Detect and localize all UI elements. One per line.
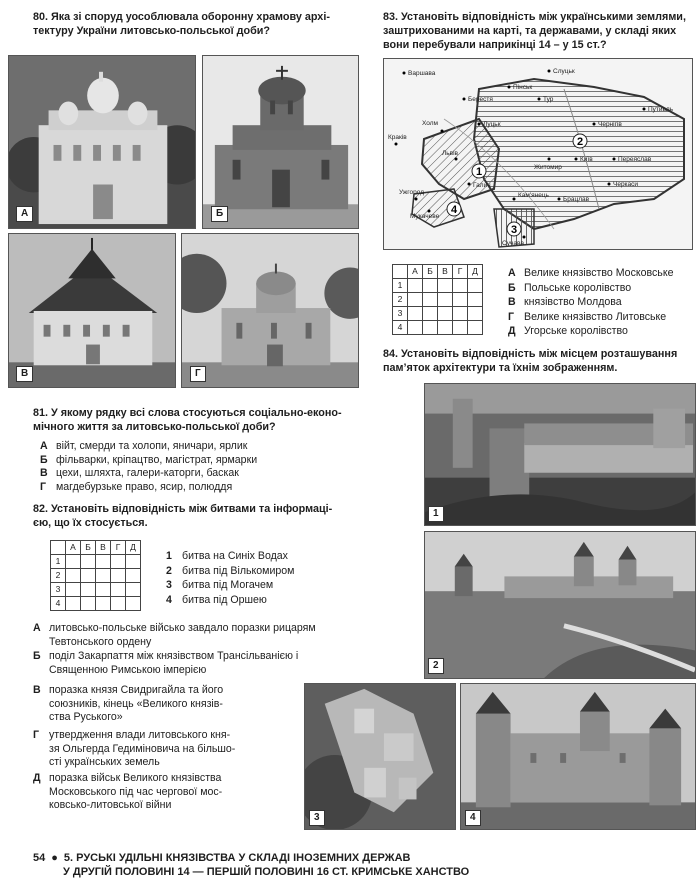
footer-line-1: 5. РУСЬКІ УДІЛЬНІ КНЯЗІВСТВА У СКЛАДІ ІНОЗЕМНИХ ДЕРЖАВ xyxy=(63,852,411,864)
answer-cell[interactable] xyxy=(438,321,453,335)
answer-cell[interactable] xyxy=(408,321,423,335)
city-label: Пінськ xyxy=(513,84,533,91)
answer-cell[interactable] xyxy=(438,279,453,293)
city-label: Переяслав xyxy=(618,156,652,163)
photo-v-label: В xyxy=(16,366,33,382)
q82-answer-g: Г утвердження влади литовського кня- зя Ольгерда Гедиміновича на більшо- сті українських земель xyxy=(33,729,236,769)
q81-option-v: В цехи, шляхта, галери-каторги, баскак xyxy=(40,467,239,480)
photo-2-fortress-bridge xyxy=(424,531,696,679)
q82-answer-v: В поразка князя Свидригайла та його союзників, кінець «Великого князів- ства Руського» xyxy=(33,684,224,724)
map-region-2: 2 xyxy=(576,136,584,148)
city-label: Слуцьк xyxy=(553,68,575,75)
answer-cell[interactable] xyxy=(408,279,423,293)
city-label: Чернігів xyxy=(598,121,622,128)
answer-cell[interactable] xyxy=(408,307,423,321)
q83-states xyxy=(508,266,698,339)
photo-b-church xyxy=(202,55,359,229)
photo-3-castle-aerial xyxy=(304,683,456,830)
city-label: Кам'янець xyxy=(518,192,549,199)
answer-cell[interactable] xyxy=(423,307,438,321)
q83-map xyxy=(383,58,693,250)
answer-cell[interactable] xyxy=(111,555,126,569)
q81-title: 81. У якому рядку всі слова стосуються соціально-еконо- мічного життя за литовсько-польської доби? xyxy=(33,407,342,434)
map-region-1: 1 xyxy=(475,166,483,178)
photo-g-label: Г xyxy=(190,366,206,382)
answer-cell[interactable] xyxy=(453,279,468,293)
q83-state-b: Б Польське королівство xyxy=(508,281,632,294)
q83-state-d: Д Угорське королівство xyxy=(508,325,628,337)
photo-a-cathedral xyxy=(8,55,196,229)
q83-state-a: А Велике князівство Московське xyxy=(508,267,674,279)
answer-cell[interactable] xyxy=(96,555,111,569)
city-label: Холм xyxy=(422,120,438,127)
answer-cell[interactable] xyxy=(468,279,483,293)
answer-cell[interactable] xyxy=(111,569,126,583)
answer-cell[interactable] xyxy=(453,307,468,321)
answer-cell[interactable] xyxy=(96,597,111,611)
q80-title: 80. Яка зі споруд уособлювала оборонну храмову архі- тектуру України литовсько-польської доби? xyxy=(33,11,330,38)
answer-cell[interactable] xyxy=(96,569,111,583)
city-label: Варшава xyxy=(408,70,436,77)
q82-battle-4: 4 битва під Оршею xyxy=(166,593,267,606)
q83-title: 83. Установіть відповідність між українськими землями, заштрихованими на карті, та державами, у складі яких вони перебували наприкінці 14 – у 15 ст.? xyxy=(383,11,686,52)
q82-battle-2: 2 битва під Вількомиром xyxy=(166,564,295,577)
q84-title: 84. Установіть відповідність між місцем розташування пам’яток архітектури та їхнім зображенням. xyxy=(383,348,678,375)
historical-map xyxy=(384,59,693,250)
photo-4-label: 4 xyxy=(465,810,481,826)
answer-cell[interactable] xyxy=(468,293,483,307)
photo-1-label: 1 xyxy=(428,506,444,522)
answer-cell[interactable] xyxy=(96,583,111,597)
city-label: Берестя xyxy=(468,96,493,103)
answer-cell[interactable] xyxy=(468,321,483,335)
answer-cell[interactable] xyxy=(423,279,438,293)
q82-title: 82. Установіть відповідність між битвами та інформаці- єю, що їх стосується. xyxy=(33,503,333,530)
footer-line-2: У ДРУГІЙ ПОЛОВИНІ 14 — ПЕРШІЙ ПОЛОВИНІ 16 СТ. КРИМСЬКЕ ХАНСТВО xyxy=(63,866,470,878)
city-label: Тур xyxy=(543,96,554,103)
q81-options xyxy=(40,440,360,494)
answer-cell[interactable] xyxy=(438,293,453,307)
city-label: Київ xyxy=(580,156,593,163)
photo-3-label: 3 xyxy=(309,810,325,826)
q82-battle-3: 3 битва під Могачем xyxy=(166,579,274,591)
answer-cell[interactable] xyxy=(66,597,81,611)
q81-option-g: Г магдебурзьке право, ясир, полюддя xyxy=(40,480,233,493)
city-label: Галич xyxy=(473,182,491,189)
map-region-3: 3 xyxy=(510,224,518,236)
q82-answer-grid: А Б В Г Д 1 2 3 4 xyxy=(50,540,141,611)
city-label: Житомир xyxy=(534,164,562,171)
city-label: Луцьк xyxy=(483,121,501,128)
photo-v-fortress-church xyxy=(8,233,176,388)
city-label: Ужгород xyxy=(399,189,424,196)
answer-cell[interactable] xyxy=(468,307,483,321)
photo-b-label: Б xyxy=(211,206,228,222)
q83-state-v: В князівство Молдова xyxy=(508,296,622,308)
city-label: Львів xyxy=(442,150,459,157)
page-footer xyxy=(33,851,469,879)
q82-answer-b: Б поділ Закарпаття між князівством Трансільванією і Священною Римською імперією xyxy=(33,650,299,676)
photo-1-castle-tower xyxy=(424,383,696,526)
city-label: Черкаси xyxy=(613,181,639,188)
answer-cell[interactable] xyxy=(408,293,423,307)
answer-cell[interactable] xyxy=(453,321,468,335)
bullet-icon: ● xyxy=(51,852,58,864)
answer-cell[interactable] xyxy=(126,583,141,597)
answer-cell[interactable] xyxy=(423,293,438,307)
q81-option-a: А війт, смерди та холопи, яничари, ярлик xyxy=(40,440,248,452)
q82-battles xyxy=(166,549,356,607)
answer-cell[interactable] xyxy=(126,569,141,583)
city-label: Сучава xyxy=(502,240,524,247)
page-number: 54 xyxy=(33,852,46,864)
answer-cell[interactable] xyxy=(66,555,81,569)
answer-cell[interactable] xyxy=(423,321,438,335)
answer-cell[interactable] xyxy=(111,583,126,597)
city-label: Краків xyxy=(388,134,407,141)
answer-cell[interactable] xyxy=(66,569,81,583)
answer-cell[interactable] xyxy=(126,555,141,569)
q82-answer-a: А литовсько-польське військо завдало поразки рицарям Тевтонського ордену xyxy=(33,622,316,648)
answer-cell[interactable] xyxy=(126,597,141,611)
q83-answer-grid: А Б В Г Д 1 2 3 4 xyxy=(392,264,483,335)
map-region-4: 4 xyxy=(450,204,458,216)
answer-cell[interactable] xyxy=(111,597,126,611)
answer-cell[interactable] xyxy=(81,583,96,597)
q81-option-b: Б фільварки, кріпацтво, магістрат, ярмарки xyxy=(40,453,258,466)
q83-state-g: Г Велике князівство Литовське xyxy=(508,310,667,323)
q82-answer-d: Д поразка військ Великого князівства Московського під час чергової мос- ковсько-литовської війни xyxy=(33,772,223,812)
answer-cell[interactable] xyxy=(81,597,96,611)
answer-cell[interactable] xyxy=(81,555,96,569)
q82-battle-1: 1 битва на Синіх Водах xyxy=(166,550,288,562)
answer-cell[interactable] xyxy=(438,307,453,321)
answer-cell[interactable] xyxy=(453,293,468,307)
photo-a-label: А xyxy=(16,206,33,222)
photo-4-castle-walls xyxy=(460,683,696,830)
city-label: Мукачеве xyxy=(410,213,440,220)
photo-2-label: 2 xyxy=(428,658,444,674)
city-label: Путивль xyxy=(648,106,674,113)
photo-g-stone-church xyxy=(181,233,359,388)
answer-cell[interactable] xyxy=(66,583,81,597)
answer-cell[interactable] xyxy=(81,569,96,583)
city-label: Брацлав xyxy=(563,196,590,203)
